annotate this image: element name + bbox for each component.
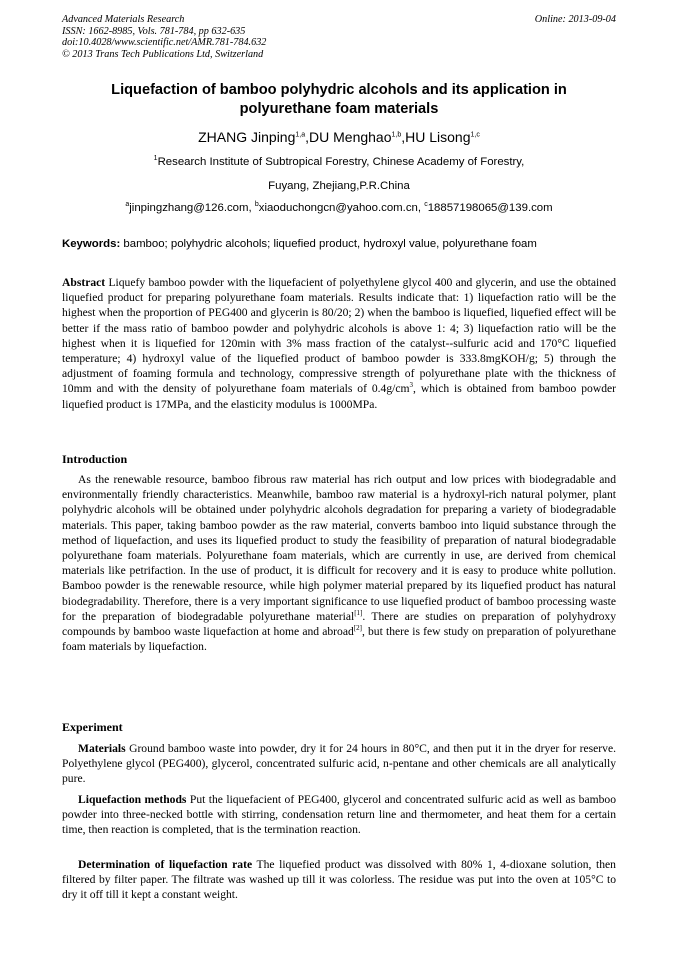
copyright-line: © 2013 Trans Tech Publications Ltd, Switzerland <box>62 48 264 60</box>
online-date: Online: 2013-09-04 <box>534 14 616 25</box>
paper-title <box>62 81 616 119</box>
citation-ref[interactable]: [2] <box>353 624 362 633</box>
title-line-1: Liquefaction of bamboo polyhydric alcohols and its application in <box>111 82 567 98</box>
author-separator: , <box>401 129 406 145</box>
keywords-label: Keywords: <box>62 238 121 250</box>
affiliation-line-2: Fuyang, Zhejiang,P.R.China <box>268 180 410 192</box>
author-name: HU Lisong <box>405 129 471 145</box>
abstract-text-end: , which is obtained from bamboo powder liquefied product is 17MPa, and the elasticity modulus is 1000MPa. <box>62 382 616 411</box>
email-address[interactable]: jinpingzhang@126.com, <box>129 202 255 214</box>
introduction-paragraph <box>62 472 616 654</box>
email-superscript: b <box>254 201 259 209</box>
materials-text: Ground bamboo waste into powder, dry it for 24 hours in 80°C, and then put it in the dryer for reserve. Polyethylene glycol (PEG400), glycerol, concentrated sulfuric acid, n-pentane and other chemicals are all analytically pure. <box>62 742 616 786</box>
affiliation-superscript: 1 <box>153 155 158 163</box>
affiliation-text: Research Institute of Subtropical Forestry, Chinese Academy of Forestry, <box>157 156 525 168</box>
author-superscript: 1,a <box>295 131 306 139</box>
journal-name: Advanced Materials Research <box>62 14 185 25</box>
email-line <box>62 201 616 215</box>
author-list <box>62 128 616 146</box>
email-superscript: a <box>125 201 130 209</box>
materials-paragraph <box>62 741 616 787</box>
abstract <box>62 275 616 412</box>
issn-line: ISSN: 1662-8985, Vols. 781-784, pp 632-635 <box>62 25 246 37</box>
materials-label: Materials <box>78 742 126 755</box>
doi-line[interactable]: doi:10.4028/www.scientific.net/AMR.781-784.632 <box>62 37 267 48</box>
author-superscript: 1,b <box>391 131 402 139</box>
introduction-text: , but there is few study on preparation of polyurethane foam materials by liquefaction. <box>62 625 616 654</box>
liquefaction-rate-paragraph <box>62 857 616 903</box>
affiliation-line-1 <box>62 155 616 169</box>
rate-label: Determination of liquefaction rate <box>78 858 253 871</box>
rate-text: The liquefied product was dissolved with 80% 1, 4-dioxane solution, then filtered by filter paper. The filtrate was washed up till it was colorless. The residue was put into the oven at 105°C to dry it off till it kept a constant weight. <box>62 858 616 902</box>
introduction-text: . There are studies on preparation of polyhydroxy compounds by bamboo waste liquefaction at home and abroad <box>62 609 616 639</box>
abstract-text: Liquefy bamboo powder with the liquefacient of polyethylene glycol 400 and glycerin, and use the obtained liquefied product for preparing polyurethane foam materials. Results indicate that: 1) liquefaction ratio will be the highest when the proportion of PEG400 and glycerin is 80/20; 2) when the bamboo is liquefied, liquefied effect will be better if the mass ratio of bamboo powder and polyhydric alcohols is above 1: 4; 3) liquefaction ratio will be the highest when it is liquefied for 120min with 3% mass fraction of the catalyst--sulfuric acid and 170°C liquefied temperature; 4) hydroxyl value of the liquefied product of bamboo powder is 333.8mgKOH/g; 5) through the adjustment of foaming formula and technology, compressive strength of polyurethane plate with the thickness of 10mm and with the density of polyurethane foam materials of 0.4g/cm <box>62 276 616 396</box>
methods-text: Put the liquefacient of PEG400, glycerol and concentrated sulfuric acid as well as bamboo powder into three-necked bottle with stirring, condensation return line and thermometer, and heat them for a certain time, then reaction is completed, that is the termination reaction. <box>62 793 616 837</box>
keywords <box>62 237 616 251</box>
methods-label: Liquefaction methods <box>78 793 187 806</box>
experiment-heading: Experiment <box>62 720 123 734</box>
author-name: DU Menghao <box>309 129 392 145</box>
email-address[interactable]: xiaoduchongcn@yahoo.com.cn, <box>258 202 425 214</box>
liquefaction-methods-paragraph <box>62 792 616 838</box>
title-line-2: polyurethane foam materials <box>239 101 439 117</box>
author-superscript: 1,c <box>470 131 480 139</box>
journal-meta <box>62 14 266 60</box>
author-name: ZHANG Jinping <box>198 129 296 145</box>
abstract-superscript: 3 <box>409 381 414 390</box>
email-superscript: c <box>424 201 428 209</box>
introduction-text: As the renewable resource, bamboo fibrous raw material has rich output and low prices with biodegradable and environmentally friendly characteristics. Meanwhile, bamboo raw material is a hydroxyl-rich natural polymer, plant polyhydric alcohols will be obtained under polyhydric alcohols degradation for preparing a variety of biodegradable materials. This paper, taking bamboo powder as the raw material, converts bamboo into liquid substance through the method of liquefaction, and uses its liquefied product to study the feasibility of preparation of natural biodegradable polyurethane foam materials. Polyurethane foam materials, which are currently in use, are derived from chemical materials like petrifaction. In the use of product, it is difficult for recovery and it is easy to produce white pollution. Bamboo powder is the renewable resource, while high polymer material prepared by its liquefied product has natural biodegradability. Therefore, there is a very important significance to use liquefied product of bamboo processing waste for the preparation of biodegradable polyurethane material <box>62 473 616 623</box>
citation-ref[interactable]: [1] <box>354 608 363 617</box>
keywords-text: bamboo; polyhydric alcohols; liquefied product, hydroxyl value, polyurethane foam <box>120 238 537 250</box>
introduction-heading: Introduction <box>62 452 128 466</box>
email-address[interactable]: 18857198065@139.com <box>427 202 553 214</box>
abstract-label: Abstract <box>62 276 106 289</box>
author-separator: , <box>305 129 310 145</box>
